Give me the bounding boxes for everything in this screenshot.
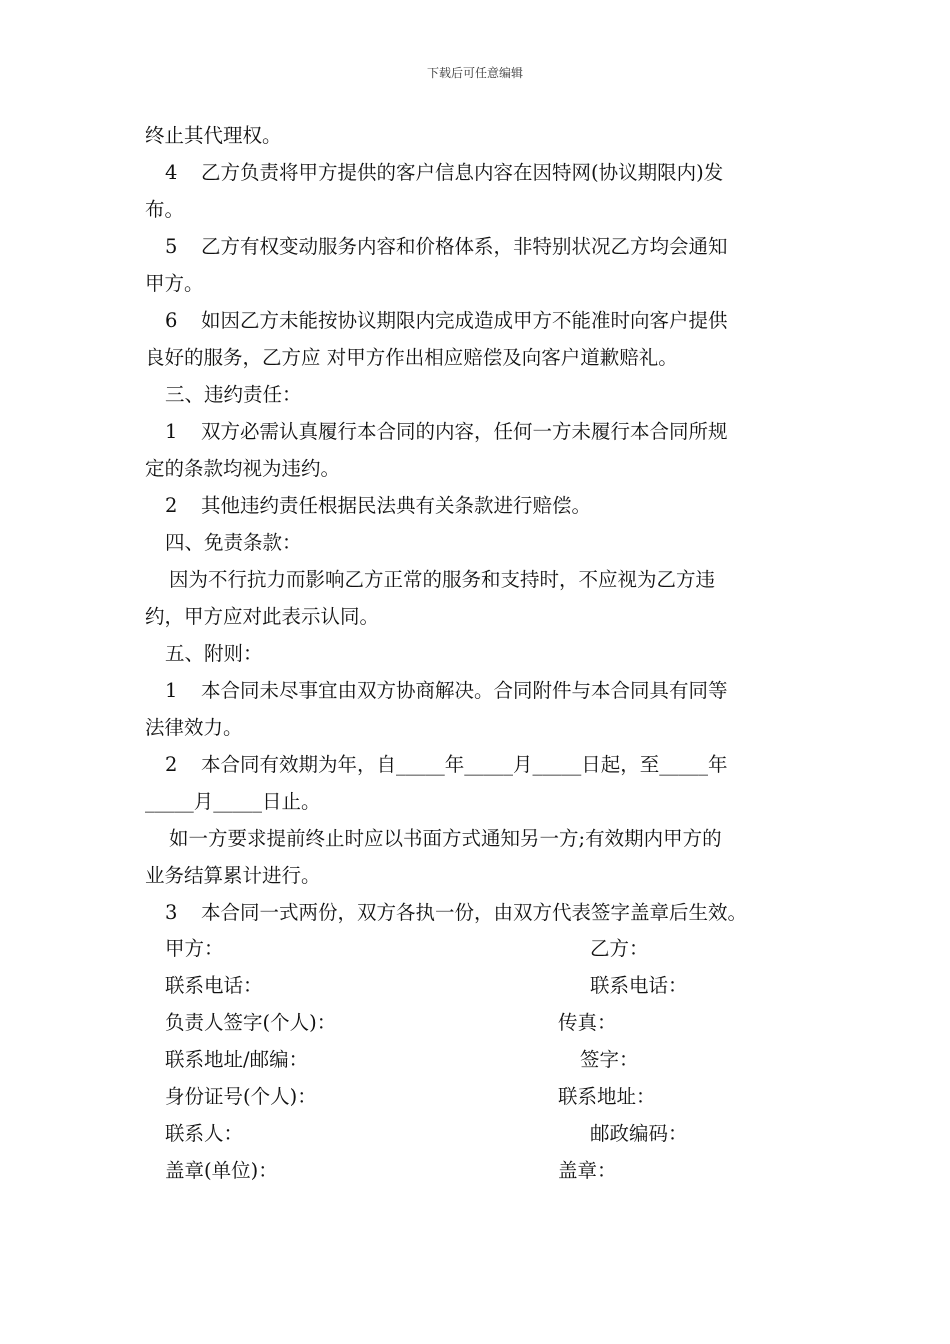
paragraph-line: 良好的服务，乙方应 对甲方作出相应赔偿及向客户道歉赔礼。: [145, 346, 678, 369]
clause-number: 6: [165, 309, 178, 332]
signature-row: [165, 1041, 765, 1078]
clause-number: 4: [165, 161, 178, 184]
party-b-sign-label: 签字：: [580, 1048, 639, 1071]
clause-number: 1: [165, 679, 178, 702]
paragraph-line: 终止其代理权。: [145, 124, 282, 147]
party-a-signer-label: 负责人签字(个人)：: [165, 1011, 337, 1034]
clause-line: 2 其他违约责任根据民法典有关条款进行赔偿。: [145, 487, 810, 524]
signature-row: [165, 1152, 765, 1189]
party-b-seal-label: 盖章：: [558, 1159, 617, 1182]
section-heading: 三、违约责任：: [165, 383, 302, 406]
clause-line: 6 如因乙方未能按协议期限内完成造成甲方不能准时向客户提供: [145, 302, 810, 339]
paragraph-line: 如一方要求提前终止时应以书面方式通知另一方;有效期内甲方的: [169, 827, 722, 850]
paragraph-line: 甲方。: [145, 272, 204, 295]
party-b-address-label: 联系地址：: [558, 1085, 656, 1108]
paragraph-line: _____月_____日止。: [145, 790, 321, 813]
paragraph-line: 定的条款均视为违约。: [145, 457, 341, 480]
signature-row: [165, 1004, 765, 1041]
party-a-address-label: 联系地址/邮编：: [165, 1048, 309, 1071]
party-a-contact-label: 联系人：: [165, 1122, 244, 1145]
party-b-phone-label: 联系电话：: [590, 974, 688, 997]
signature-row: [165, 930, 765, 967]
clause-number: 5: [165, 235, 178, 258]
clause-line: 2 本合同有效期为年，自_____年_____月_____日起，至_____年: [145, 746, 810, 783]
contract-body: [145, 117, 810, 931]
clause-line: 4 乙方负责将甲方提供的客户信息内容在因特网(协议期限内)发: [145, 154, 810, 191]
clause-number: 3: [165, 901, 178, 924]
party-b-label: 乙方：: [590, 937, 649, 960]
party-a-id-label: 身份证号(个人)：: [165, 1085, 317, 1108]
signature-row: [165, 1115, 765, 1152]
paragraph-line: 业务结算累计进行。: [145, 864, 321, 887]
clause-line: 1 本合同未尽事宜由双方协商解决。合同附件与本合同具有同等: [145, 672, 810, 709]
party-b-fax-label: 传真：: [558, 1011, 617, 1034]
party-a-label: 甲方：: [165, 937, 224, 960]
paragraph-line: 布。: [145, 198, 185, 221]
section-heading: 四、免责条款：: [165, 531, 302, 554]
clause-number: 1: [165, 420, 178, 443]
party-b-postcode-label: 邮政编码：: [590, 1122, 688, 1145]
signature-block: [165, 930, 765, 1189]
paragraph-line: 因为不行抗力而影响乙方正常的服务和支持时，不应视为乙方违: [169, 568, 716, 591]
clause-number: 2: [165, 753, 178, 776]
page-header-note: 下载后可任意编辑: [426, 66, 523, 80]
paragraph-line: 约，甲方应对此表示认同。: [145, 605, 380, 628]
clause-number: 2: [165, 494, 178, 517]
party-a-phone-label: 联系电话：: [165, 974, 263, 997]
clause-line: 3 本合同一式两份，双方各执一份，由双方代表签字盖章后生效。: [145, 894, 810, 931]
signature-row: [165, 1078, 765, 1115]
clause-line: 1 双方必需认真履行本合同的内容，任何一方未履行本合同所规: [145, 413, 810, 450]
paragraph-line: 法律效力。: [145, 716, 243, 739]
section-heading: 五、附则：: [165, 642, 263, 665]
signature-row: [165, 967, 765, 1004]
clause-line: 5 乙方有权变动服务内容和价格体系，非特别状况乙方均会通知: [145, 228, 810, 265]
party-a-seal-label: 盖章(单位)：: [165, 1159, 278, 1182]
